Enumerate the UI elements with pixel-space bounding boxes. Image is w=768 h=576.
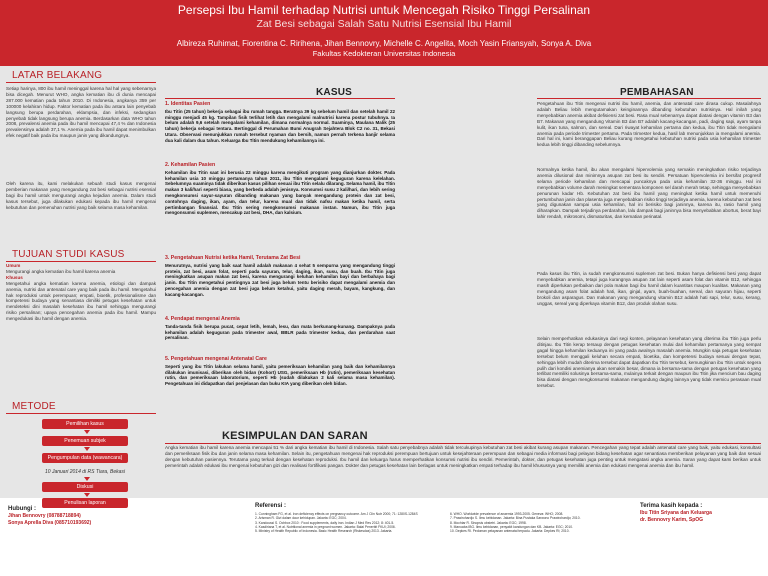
poster-header: [0, 0, 768, 66]
kasus-item-title: 2. Kehamilan Pasien: [165, 162, 216, 168]
arrow-down-icon: [84, 447, 90, 451]
thanks-2: dr. Bennovry Karim, SpOG: [640, 516, 704, 523]
umum-label: Umum: [6, 263, 21, 268]
kasus-item-body: Menurutnya, nutrisi yang baik saat hamil adalah makanan 4 sehat 5 sempurna yang mengandung tinggi protein, zat besi, asam folat, seperti pada sayuran, telur, daging, ikan, susu, dan buah. Ibu Titin juga meningkatkan asupan makan zat besi, karena mengurangi keluhan kehamilan bayi dan berbahaya bagi janin. Ibu Titin mengetahui pentingnya zat besi juga belum tentu berisiko dapat mengalami anemia dan pencegahan anemia dengan zat besi juga belum ketahui, yaitu daging merah, bayam, kangkung, dan kacang-kacangan.: [165, 262, 395, 297]
latar-paragraph-2: Oleh karena itu, kami melakukan sebuah studi kasus mengenai pemberian makanan yang mengandung zat besi sebagai nutrisi esensial bagi ibu hamil untuk mengurangi angka kejadian anemia. Dalam studi kasus tersebut, juga dilakukan edukasi kepada ibu hamil mengenai kebutuhan dan pemenuhan nutrisi yang baik selama masa kehamilan.: [6, 181, 156, 210]
ref-item: 4. Kasdiriana T, et al. Nutritional anemia in pregnant women. Jakarta: Balai Penerbit FKUI; 2006.: [255, 524, 396, 529]
khusus-text: Mengetahui angka kematian karena anemia, etiologi dan dampak anemia, nutrisi dan antenatal care yang baik pada ibu hamil. Mengetahui hak reproduksi untuk perempuan; empati, bioetik, profesionalisme dan kompetensi budaya yang senantiasa dimiliki petugas kesehatan untuk mendeteksi dini masalah kesehatan ibu hamil sehingga mengurangi risiko persalinan; upaya pencegahan anemia pada ibu hamil. Mampu mengedukasi ibu hamil dengan anemia.: [6, 280, 156, 322]
ref-item: 1. Cunningham FG, et al. Iron deficiency effects on pregnancy outcome. Am J Clin Nutr 2000; 71: 1280S-1284S: [255, 512, 418, 516]
kesimpulan-heading: KESIMPULAN DAN SARAN: [222, 430, 368, 442]
arrow-down-icon: [84, 493, 90, 497]
metode-heading: METODE: [12, 401, 56, 412]
kasus-item-2: [165, 163, 395, 216]
method-step-4: Diskusi: [42, 482, 128, 492]
kasus-item-4: [165, 317, 395, 341]
kasus-item-5: [165, 357, 395, 387]
arrow-down-icon: [84, 477, 90, 481]
method-step-5: Penulisan laporan: [42, 498, 128, 508]
ref-item: 2. Arisman R. Gizi dalam daur kehidupan. Jakarta: EGC; 2004.: [255, 516, 347, 521]
kasus-heading: KASUS: [316, 87, 353, 98]
ref-item: 7. Prawirohardjo S. Ilmu kebidanan. Jakarta: Bina Pustaka Sarwono Prawirohardjo; 2010.: [450, 516, 581, 521]
latar-rule: [6, 82, 156, 83]
kasus-rule: [165, 98, 395, 99]
tujuan-rule: [6, 261, 156, 262]
pembahasan-para-2: Normalnya ketika hamil, ibu akan mengalami hipervolemia yang semakin meningkatkan risiko terjadinya anemia dilusional dan minimnya asupan zat besi itu sendiri. Persatuan hipervolemia ini bersifat progresif selama periode kehamilan dan mencapai puncaknya pada usia kehamilan 32-36 minggu. Hal ini menyebabkan volume darah meningkat sementara komponen sel darah merah tetap, sehingga menyebabkan penurunan kadar Hb. Kebutuhan zat besi ibu hamil yang meningkat ketika hamil untuk memenuhi pertumbuhan janin dan plasenta juga menyebabkan risiko tinggi terjadinya anemia, karena kebutuhan zat besi yang digunakan sampai usia kehamilan, hal ini berisiko bagi janinnya, karena itu, rasio hamil yang diharapkan. Dampak terjadinya perdarahan, lalu dampak bagi janinnya bisa menyebabkan abortus, berat bayi lahir rendah, mikrosomi, dismaturitas, dan kematian perinatal.: [537, 167, 761, 220]
method-step-1: Pemilihan kasus: [42, 419, 128, 429]
kasus-item-3: [165, 256, 395, 298]
ref-list-left: [255, 512, 445, 533]
umum-text: Mengurangi angka kematian ibu hamil karena anemia: [6, 268, 116, 274]
thanks-heading: Terima kasih kepada :: [640, 503, 703, 509]
poster-subtitle: Zat Besi sebagai Salah Satu Nutrisi Esensial Ibu Hamil: [256, 18, 512, 30]
latar-heading: LATAR BELAKANG: [12, 70, 103, 81]
poster-title: Persepsi Ibu Hamil terhadap Nutrisi untuk Mencegah Risiko Tinggi Persalinan: [177, 3, 591, 17]
ref-item: 9. Manuaba IBG. Ilmu kebidanan, penyakit kandungan dan KB. Jakarta: EGC; 2010.: [450, 524, 573, 529]
authors: Albireza Ruhimat, Fiorentina C. Ririhena, Jihan Bennovry, Michelle C. Angelita, Moch Yasin Friansyah, Sonya A. Diva: [176, 39, 592, 48]
ref-heading: Referensi :: [255, 503, 287, 509]
khusus-label: Khusus: [6, 274, 23, 280]
kasus-item-title: 4. Pendapat mengenai Anemia: [165, 316, 240, 322]
pembahasan-para-4: Selain memperhatikan edukasinya dari segi konten, pelayanan kesehatan yang diterima ibu Titin juga perlu ditinjau. Ibu Titin kerap tersaup dengan petugas kesehatan mulai dari kehamilan pertamanya yang sempat gagal hingga kehamilan keduanya ini yang pada awalnya masalah anemia. Mungkin saja petugas kesehatan tersebut belum menggali keluhan secara empati, bioetika, dan kompetensi budaya sesuai dengan tepat, sehingga lebih mudah diterima tersebut dapat dapatkan Ibu Titin tersebut, kemungkinan ibu Titin untuk segera pulih dari kondisi anemianya akan semakin besar, dimana ia bersama-sama dengan petugas kesehatan yang terlibat memiliki solusinya bersama-sama, mulainya terkait dengan maupun ibu Titin jika mencium bau daging bisa diatasi dengan mengkonsumsi makanan mengandung daging lainnya yang tidak memicu perasaan mual tersebut.: [537, 336, 761, 389]
kasus-item-title: 1. Identitas Pasien: [165, 101, 211, 107]
pembahasan-para-1: Pengetahuan ibu Titin mengenai nutrisi ibu hamil, anemia, dan antenatal care dirasa cukup. Masalahnya adalah Beliau lebih mengutamakan keinginannya dibanding kebutuhan nutrisinya. Hal inilah yang menyebabkan anemia akibat defisiensi zat besi. Rasa mual sebenarnya dapat diatasi dengan vitamin B3 dan B7. Makanan yang mengandung Vitamin B3 dan B7 adalah kacang-kacangan, padi, daging sapi, ayam tanpa kulit, ikan tuna, salmon, dan sereal. Dari riwayat kehamilan pertama dan kedua, ibu Titin tidak mengalami anemia pada periode trimester pertama. Pada trimester kedua, hasil lab menunjukkan ia mengalami anemia. Dari hal ini, kami beranggapan Beliau kurang mengetahui kebutuhan nutrisi pada usia kehamilan trimester kedua lebih tinggi dibanding sebelumnya.: [537, 101, 761, 148]
method-step-3: Pengumpulan data (wawancara): [42, 453, 128, 463]
contact-heading: Hubungi :: [8, 506, 36, 512]
thanks-1: Ibu Titin Sriyana dan Keluarga: [640, 510, 712, 517]
kesimpulan-rule: [165, 443, 761, 444]
ref-item: 3. Kandoussi S. Ochbox 2010 : Food supplements, daily iron. Indian J Med Res 2012; 8: 401-5.: [255, 520, 395, 525]
kasus-item-1: [165, 102, 395, 144]
contact-block: [8, 506, 148, 526]
kesimpulan-text: Angka kematian ibu hamil karena anemia mencapai 51 % dari angka kematian ibu hamil di Indonesia. Salah satu penyebabnya adalah tidak tercukupinya kebutuhan zat besi akibat kurang asupan makanan. Pencegahan yang tepat adalah antenatal care yang baik, yaitu edukasi, konsultasi dan pemeriksaan fisik ibu dan janin selama masa kehamilan. Selain itu, pengetahuan mengenai hak reproduksi perempuan bertujuan untuk kesejahteraan perempuan dan sebagai media informasi bagi pelayan bidang kesehatan agar senantiasa memberikan pelayanan yang baik dan sesuai dengan kebutuhan pasiennya. Terutama yang terkait dengan kesehatan reproduksi. Ibu hamil dan keluarga harus memperhatikan konsumsi nutrisi ibu sendiri. Pemerintah, dokter, dan petugas kesehatan juga penting untuk mengatasi angka anemia. Saran yang dapat kami berikan untuk pemerintah adalah edukasi ibu mengenai kebutuhan gizi dan realisasi fortifikasi pangan. Dokter dan petugas kesehatan lain berlagas untuk meningkatkan empati terhadap ibu hamil khususnya yang memiliki anemia dan edukasi mengenai anemia dan ibu hamil.: [165, 445, 761, 468]
kasus-item-title: 5. Pengetahuan mengenai Antenatal Care: [165, 356, 267, 362]
ref-item: 10. Depkes RI. Pedoman pelayanan antenatal terpadu. Jakarta: Depkes RI; 2010.: [450, 529, 570, 534]
kasus-item-body: Tanda-tanda fisik berupa pucat, cepat letih, lemah, lesu, dan mata berkunang-kunang. Dampaknya pada kehamilan adalah keguguran pada trimester awal, BBLR pada trimester kedua, dan perdarahan saat persalinan.: [165, 323, 395, 341]
arrow-down-icon: [84, 430, 90, 434]
pembahasan-para-3: Pada kasus ibu Titin, ia sudah mengkonsumsi suplemen zat besi. Bukan hanya defisiensi besi yang dapat menyebabkan anemia, tetapi juga kurangnya asupan zat lain seperti asam folat dan vitamin B12, sehingga masih diperlukan perbaikan dari pola makan bagi ibu hamil dalam kuantitas maupun kualitas. Makanan yang mengandung asam folat adalah hati, ikan, ginjal, ayam, buah-buahan, sereal, dan sayuran hijau, seperti brokoli dan asparagus. Dan makanan yang mengandung vitamin B12 adalah hati sapi, telur, susu, kerang, unggas, sereal yang diperkaya vitamin B12, dan produk olahan susu.: [537, 271, 761, 306]
pembahasan-heading: PEMBAHASAN: [620, 87, 694, 98]
method-date-note: 10 Januari 2014 di RS Tiara, Bekasi: [45, 469, 125, 475]
contact-1: Jihan Bennovry (08788718894): [8, 513, 81, 520]
tujuan-umum: [6, 263, 156, 322]
kasus-item-body: Kehamilan ibu Titin saat ini berusia 22 minggu karena mengikuti program yang dianjurkan dokter. Pada kehamilan usia 10 minggu pertamanya tahun 2011, ibu Titin mengalami keguguran karena kelelahan. Sebelumnya suaminya tidak diberikan kasus pilihan sesuai ibu Titin selalu dilarang. Selama hamil, ibu Titin makan 3 kali/hari seperti biasa, yang berbeda adalah jenisnya. Konsumsi susu 2 kali/hari, dan lebih sering mengkonsumsi sayur-sayuran dibanding makanan yang banyak mengandung protein dan zat besi, contohnya daging, ikan, ayam, dan telur, karena mual dan tidak nafsu makan ketika hamil, serta pertimbangan finansial. Ibu Titin sering mengkonsumsi makanan instan. Namun, ibu Titin juga mengonsumsi suplemen, mencakup zat besi, DHA, dan kalsium.: [165, 169, 395, 216]
latar-paragraph-1: Setiap harinya, 800 ibu hamil meninggal karena hal hal yang sebenarnya bisa dicegah. Menurut WHO, angka kematian ibu di dunia mencapai 287.000 kematian pada tahun 2010. Di Indonesia, angkanya 359 per 100000 kelahiran hidup. Faktor kematian pada ibu antara lain penyebab langsung berupa perdarahan, eklampsia, dan infeksi, sedangkan penyebab tidak langsung berupa anemia. Berdasarkan data WHO tahun 2008, prevalensi anemia pada ibu hamil mencapai 47,4 % dan Indonesia prevalensinya adalah 37,1 %. Anemia pada ibu hamil dapat menimbulkan efek negatif baik pada ibu maupun janin yang dikandungnya.: [6, 86, 156, 139]
metode-rule: [6, 413, 156, 414]
method-step-2: Penemuan subjek: [42, 436, 128, 446]
ref-item: 5. Ministry of Health Republic of Indonesia. Basic Health Research (Riskesdas) 2013. Jakarta.: [255, 529, 393, 534]
tujuan-heading: TUJUAN STUDI KASUS: [12, 249, 125, 260]
pembahasan-rule: [537, 98, 761, 99]
kasus-item-title: 3. Pengetahuan Nutrisi ketika Hamil, Terutama Zat Besi: [165, 255, 301, 261]
thanks-block: [640, 503, 764, 523]
ref-heading-block: [255, 503, 286, 510]
contact-2: Sonya Aprella Diva (085710193692): [8, 519, 92, 526]
faculty: Fakultas Kedokteran Universitas Indonesia: [312, 49, 456, 58]
kasus-item-body: Seperti yang ibu Titin lakukan selama hamil, yaitu pemeriksaan kehamilan yang baik dan kehamilannya dilakukan imunisasi, diberikan oleh bidan (Kohort) USG, pemeriksaan Hb (rutin), pemeriksaan kesehatan rutin, dan pemeriksaan laboratorium, seperti Hb (sudah dilakukan 2 kali selama masa kehamilan). Pengetahuan ini didapatkan dari penjelasan dan buku KIA yang diberikan oleh bidan.: [165, 363, 395, 387]
ref-item: 6. WHO. Worldwide prevalence of anaemia 1993-2005. Geneva: WHO; 2008.: [450, 512, 564, 516]
kasus-item-body: Ibu Titin (25 tahun) bekerja sebagai ibu rumah tangga. Beratnya 39 kg sebelum hamil dan setelah hamil 22 minggu menjadi 45 kg. Tampilan fisik terlihat letih dan mengalami malnutrisi karena postur tubuhnya. Ia belum adalah 9,6 setelah mengalami kehamilan, dimana normalnya normal. Suaminya, Maulana Malik (25 tahun) bekerja sebagai tentara. Bertinggal di Perumahan Bumi Anugrah Sejahtera Blok C2 no. 31, Bekasi Utara. Observasi menunjukkan rumah tersebut nyaman dan bersih, namun pernah terkena banjir selama dua kali dalam dua tahun. Keluarga Ibu Titin mendukung kehamilannya ini.: [165, 108, 395, 143]
ref-list-right: [450, 512, 620, 533]
ref-item: 8. Mochtar R. Sinopsis obstetri. Jakarta: EGC; 1998.: [450, 520, 527, 525]
